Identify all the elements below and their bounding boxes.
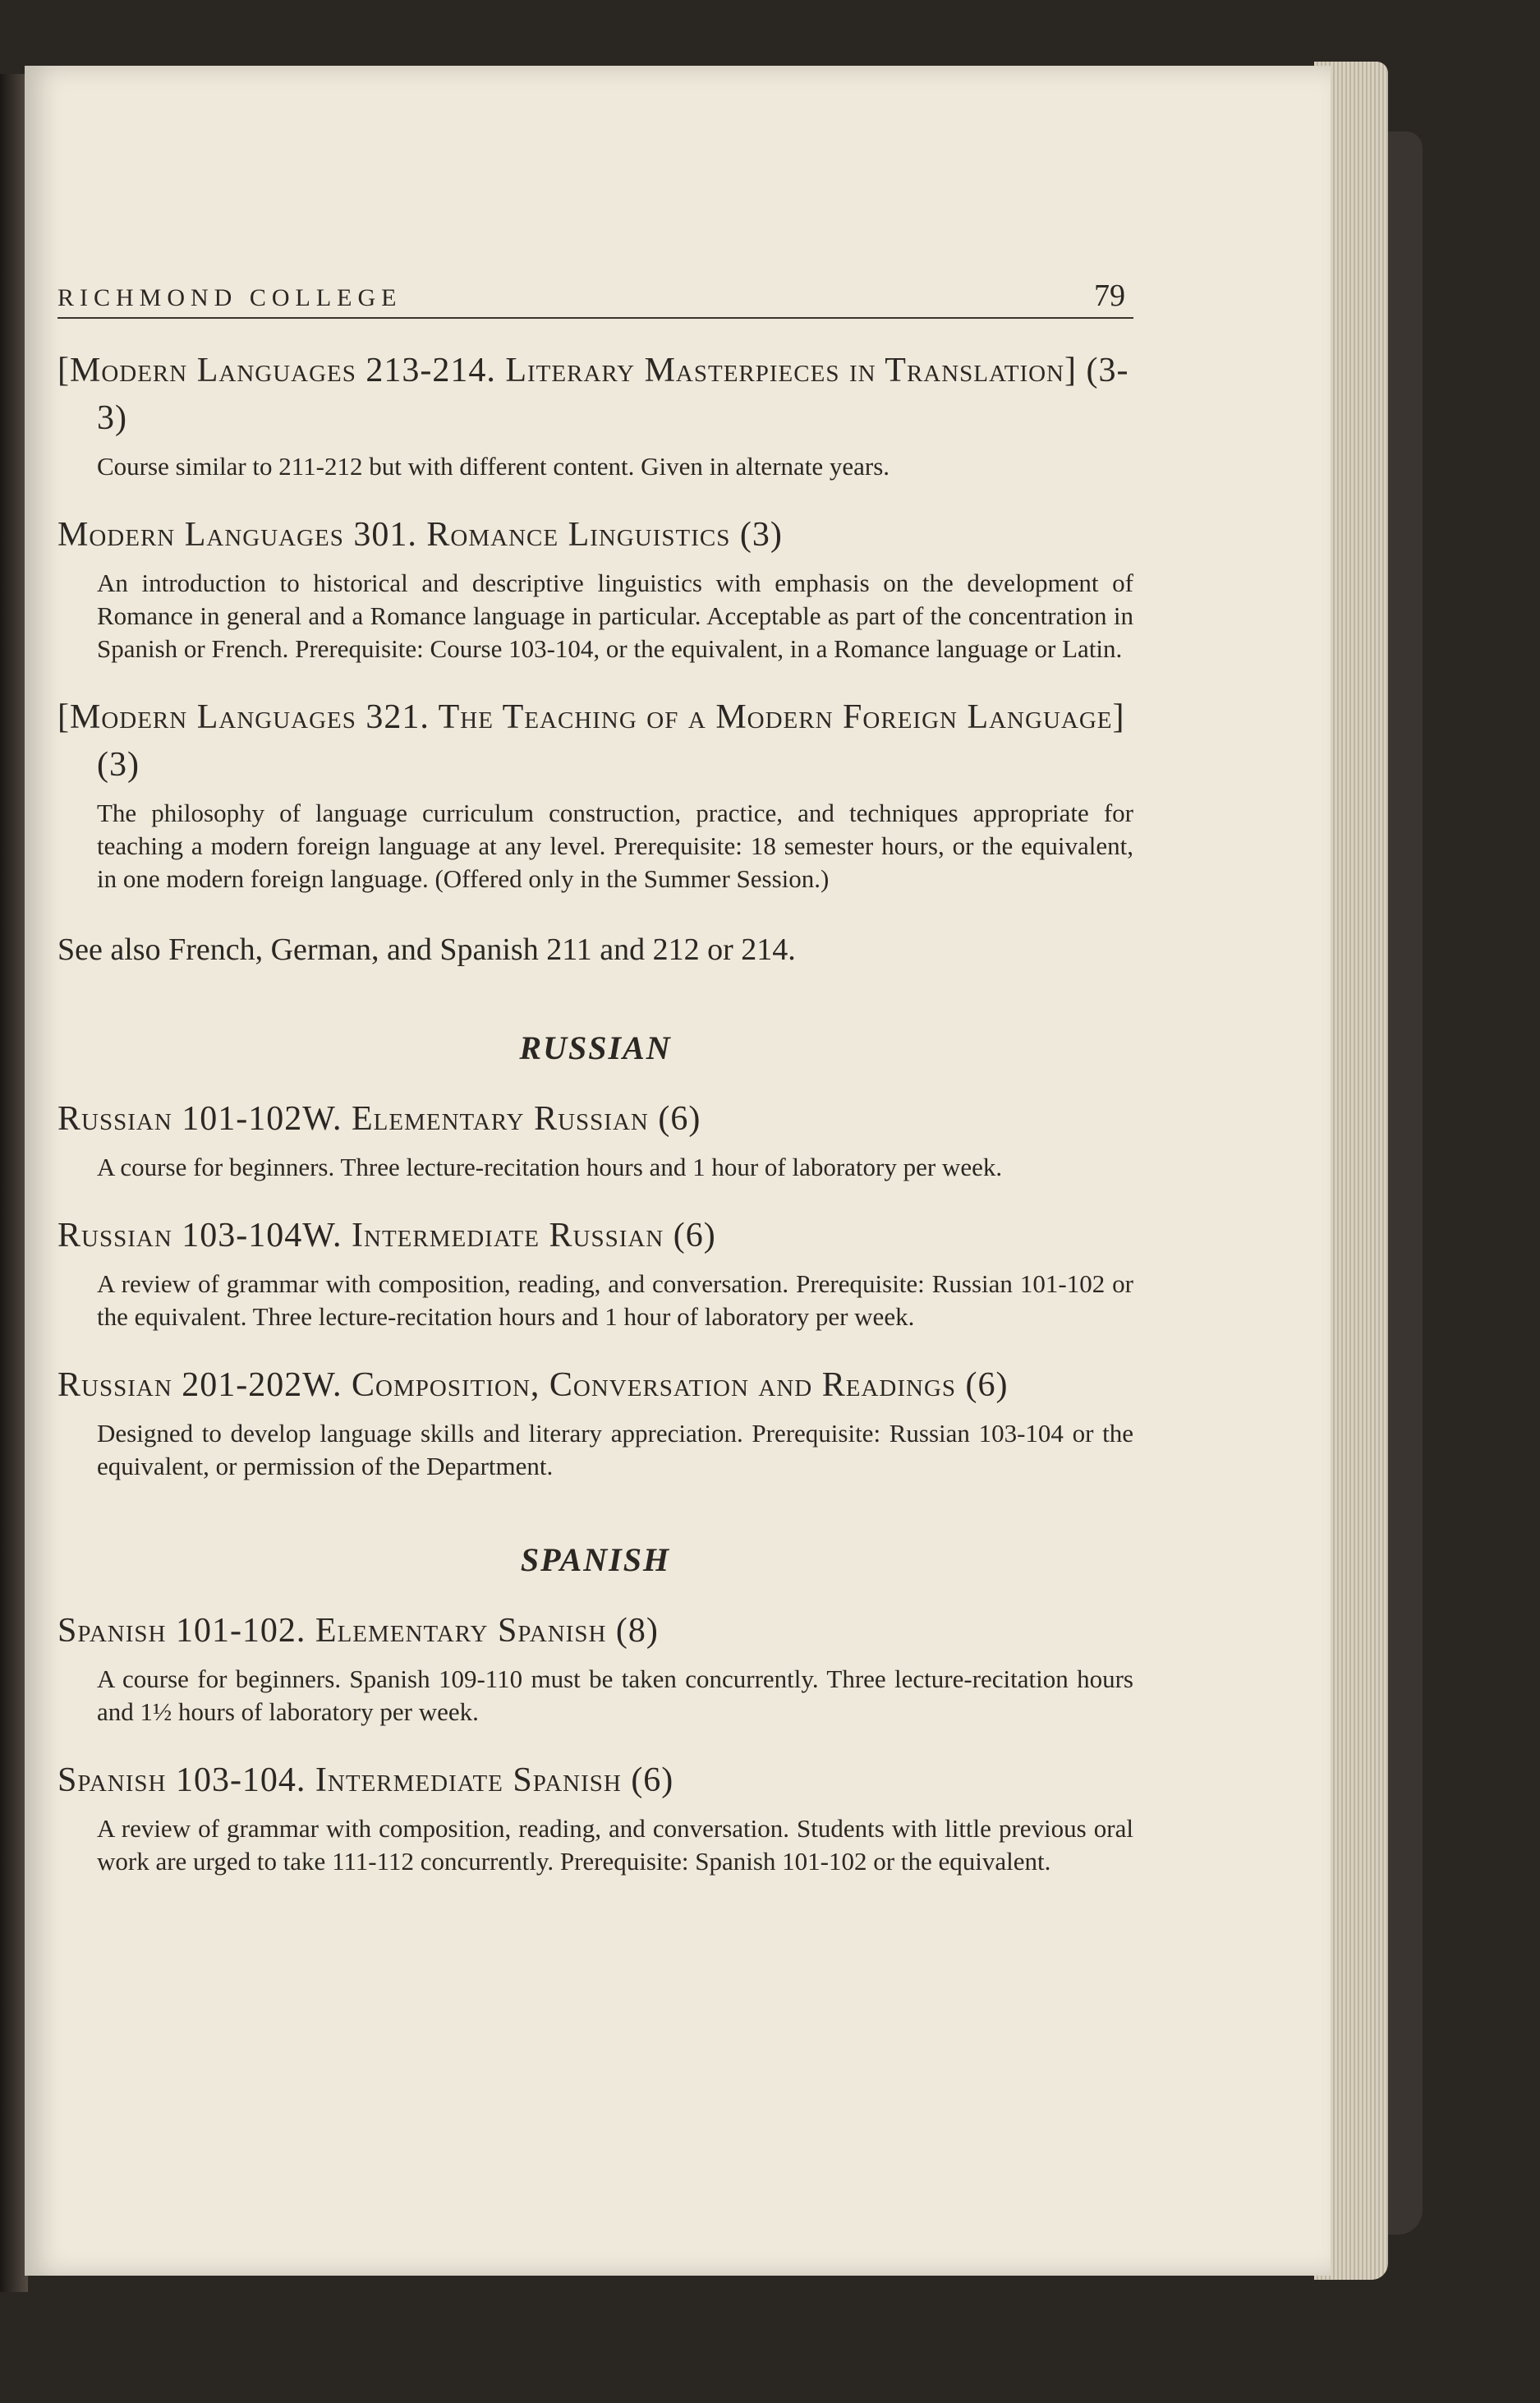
course-heading: Modern Languages 301. Romance Linguistics (3) — [57, 516, 783, 554]
course-heading: [Modern Languages 213-214. Literary Masterpieces in Translation] (3-3) — [57, 352, 1129, 437]
book-page — [25, 66, 1331, 2276]
section-title-russian: RUSSIAN — [519, 1029, 672, 1066]
course-entry — [57, 347, 1133, 483]
course-entry — [57, 693, 1133, 895]
course-heading: [Modern Languages 321. The Teaching of a Modern Foreign Language] (3) — [57, 698, 1125, 784]
course-heading: Spanish 103-104. Intermediate Spanish (6) — [57, 1761, 674, 1799]
course-description: Designed to develop language skills and literary appreciation. Prerequisite: Russian 103-104 or the equivalent, or permission of the Department. — [97, 1419, 1133, 1480]
course-description: An introduction to historical and descriptive linguistics with emphasis on the development of Romance in general and a Romance language in particular. Acceptable as part of the concentration in Spanish or French. Prerequisite: Course 103-104, or the equivalent, in a Romance language or Latin. — [97, 569, 1133, 663]
course-heading: Russian 103-104W. Intermediate Russian (6) — [57, 1217, 716, 1254]
course-description: A review of grammar with composition, reading, and conversation. Students with little previous oral work are urged to take 111-112 concurrently. Prerequisite: Spanish 101-102 or the equivalent. — [97, 1814, 1133, 1876]
see-also-note: See also French, German, and Spanish 211 and 212 or 214. — [57, 932, 796, 967]
course-description: A course for beginners. Three lecture-recitation hours and 1 hour of laboratory per week. — [97, 1153, 1003, 1181]
course-description: A course for beginners. Spanish 109-110 must be taken concurrently. Three lecture-recitation hours and 1½ hours of laboratory per week. — [97, 1664, 1133, 1726]
course-entry — [57, 1607, 1133, 1729]
course-heading: Spanish 101-102. Elementary Spanish (8) — [57, 1612, 659, 1650]
course-entry — [57, 1095, 1133, 1184]
page-content — [57, 271, 1133, 1878]
course-entry — [57, 1361, 1133, 1483]
book-binding — [0, 74, 28, 2292]
running-head — [57, 271, 1133, 319]
course-description: The philosophy of language curriculum construction, practice, and techniques appropriate for teaching a modern foreign language at any level. Prerequisite: 18 semester hours, or the equivalent, in one modern foreign language. (Offered only in the Summer Session.) — [97, 799, 1133, 893]
running-head-title: RICHMOND COLLEGE — [57, 284, 402, 311]
course-heading: Russian 201-202W. Composition, Conversation and Readings (6) — [57, 1366, 1009, 1404]
course-entry — [57, 1756, 1133, 1878]
course-heading: Russian 101-102W. Elementary Russian (6) — [57, 1100, 701, 1138]
book-cover-edge — [1388, 131, 1423, 2235]
course-entry — [57, 511, 1133, 665]
course-description: Course similar to 211-212 but with different content. Given in alternate years. — [97, 452, 890, 481]
section-title-spanish: SPANISH — [520, 1541, 671, 1578]
page-number: 79 — [1094, 279, 1125, 313]
course-entry — [57, 1212, 1133, 1333]
course-description: A review of grammar with composition, reading, and conversation. Prerequisite: Russian 101-102 or the equivalent. Three lecture-recitation hours and 1 hour of laboratory per week. — [97, 1269, 1133, 1331]
